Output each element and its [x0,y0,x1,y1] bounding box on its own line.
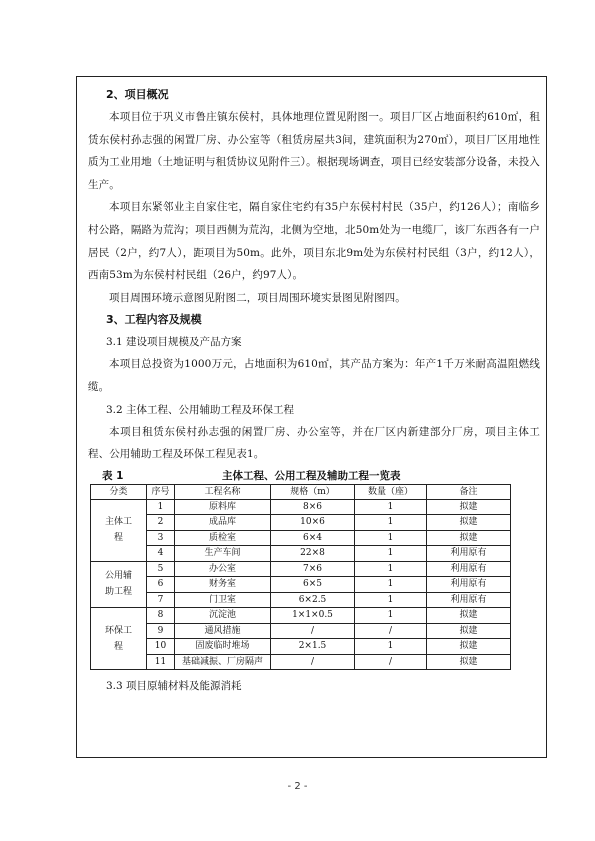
table-cell: 拟建 [427,530,511,546]
table-cell: 办公室 [175,561,271,577]
header-cell: 序号 [147,484,175,499]
table-cell: 拟建 [427,608,511,624]
table-cell: 1 [147,499,175,515]
table-cell: 6×4 [271,530,355,546]
section-3-1-paragraph: 本项目总投资为1000万元，占地面积为610㎡，其产品方案为：年产1千万米耐高温阻燃线缆。 [88,358,540,393]
table-cell: / [271,623,355,639]
table-cell: 7×6 [271,561,355,577]
table-cell: 拟建 [427,623,511,639]
table-cell: 1 [355,499,427,515]
table-cell: 质检室 [175,530,271,546]
subsection-3-2-heading: 3.2 主体工程、公用辅助工程及环保工程 [106,403,295,416]
table-cell: 1 [355,530,427,546]
table-row [91,499,511,515]
table-row [91,530,511,546]
table-caption [88,468,540,484]
works-table [90,484,511,671]
table-cell: 利用原有 [427,546,511,562]
table-body [91,499,511,670]
category-cell: 公用辅助工程 [91,561,147,608]
header-cell: 备注 [427,484,511,499]
table-cell: 10×6 [271,515,355,531]
table-title: 主体工程、公用工程及辅助工程一览表 [222,470,401,483]
section-2-paragraph-2: 本项目东紧邻业主自家住宅，隔自家住宅约有35户东侯村村民（35户，约126人）；南临乡村公路，隔路为荒沟；项目西侧为荒沟，北侧为空地，北50m处为一电缆厂，该厂东西各有一户居民（2户，约7人），距项目为50m。此外，项目东北9m处为东侯村村民组（3户，约12人），西南53m为东侯村村民组（26户，约97人）。 [88,201,540,282]
table-cell: 通风措施 [175,623,271,639]
table-cell: 门卫室 [175,592,271,608]
table-cell: 4 [147,546,175,562]
table-cell: 6×5 [271,577,355,593]
header-cell: 分类 [91,484,147,499]
table-cell: 生产车间 [175,546,271,562]
table-cell: 拟建 [427,515,511,531]
table-cell: 2×1.5 [271,639,355,655]
table-header-row [91,484,511,499]
table-cell: 5 [147,561,175,577]
table-cell: 1 [355,546,427,562]
header-cell: 规格（m） [271,484,355,499]
header-cell: 数量（座） [355,484,427,499]
table-cell: 利用原有 [427,561,511,577]
table-cell: 1 [355,577,427,593]
table-cell: 11 [147,654,175,670]
subsection-3-1-heading: 3.1 建设项目规模及产品方案 [106,336,242,349]
table-cell: 财务室 [175,577,271,593]
table-row [91,654,511,670]
section-3-heading: 3、工程内容及规模 [106,313,202,327]
table-row [91,561,511,577]
table-cell: 拟建 [427,639,511,655]
table-cell: 1×1×0.5 [271,608,355,624]
table-cell: 6 [147,577,175,593]
table-row [91,639,511,655]
table-cell: 1 [355,592,427,608]
table-row [91,515,511,531]
section-3-2-paragraph: 本项目租赁东侯村孙志强的闲置厂房、办公室等，并在厂区内新建部分厂房，项目主体工程、公用辅助工程及环保工程见表1。 [88,425,540,461]
table-cell: 成品库 [175,515,271,531]
table-cell: 10 [147,639,175,655]
table-row [91,577,511,593]
section-2-paragraph-3: 项目周围环境示意图见附图二，项目周围环境实景图见附图四。 [109,291,406,304]
category-cell: 环保工程 [91,608,147,670]
header-cell: 工程名称 [175,484,271,499]
table-cell: 利用原有 [427,577,511,593]
table-cell: 拟建 [427,654,511,670]
table-row [91,546,511,562]
table-row [91,623,511,639]
category-cell: 主体工程 [91,499,147,561]
table-cell: 7 [147,592,175,608]
table-cell: 1 [355,639,427,655]
table-cell: 固废临时堆场 [175,639,271,655]
table-cell: 1 [355,515,427,531]
table-row [91,608,511,624]
table-cell: 1 [355,561,427,577]
table-cell: 拟建 [427,499,511,515]
table-row [91,592,511,608]
page-number: - 2 - [287,781,308,792]
page-content [88,84,540,697]
table-cell: 原料库 [175,499,271,515]
section-2-paragraph-1: 本项目位于巩义市鲁庄镇东侯村，具体地理位置见附图一。项目厂区占地面积约610㎡，租赁东侯村孙志强的闲置厂房、办公室等（租赁房屋共3间，建筑面积为270㎡），项目厂区用地性质为工业用地（土地证明与租赁协议见附件三）。根据现场调查，项目已经安装部分设备，未投入生产。 [88,111,540,191]
table-cell: / [271,654,355,670]
section-2-heading: 2、项目概况 [106,88,169,101]
table-cell: 8×6 [271,499,355,515]
table-cell: / [355,654,427,670]
table-cell: 3 [147,530,175,546]
table-number: 表 1 [102,470,124,483]
table-cell: 1 [355,608,427,624]
table-cell: 9 [147,623,175,639]
table-cell: 沉淀池 [175,608,271,624]
table-cell: 基础减振、厂房隔声 [175,654,271,670]
table-cell: 6×2.5 [271,592,355,608]
table-cell: 2 [147,515,175,531]
table-cell: 利用原有 [427,592,511,608]
subsection-3-3-heading: 3.3 项目原辅材料及能源消耗 [106,680,242,693]
table-cell: 22×8 [271,546,355,562]
table-cell: 8 [147,608,175,624]
table-cell: / [355,623,427,639]
